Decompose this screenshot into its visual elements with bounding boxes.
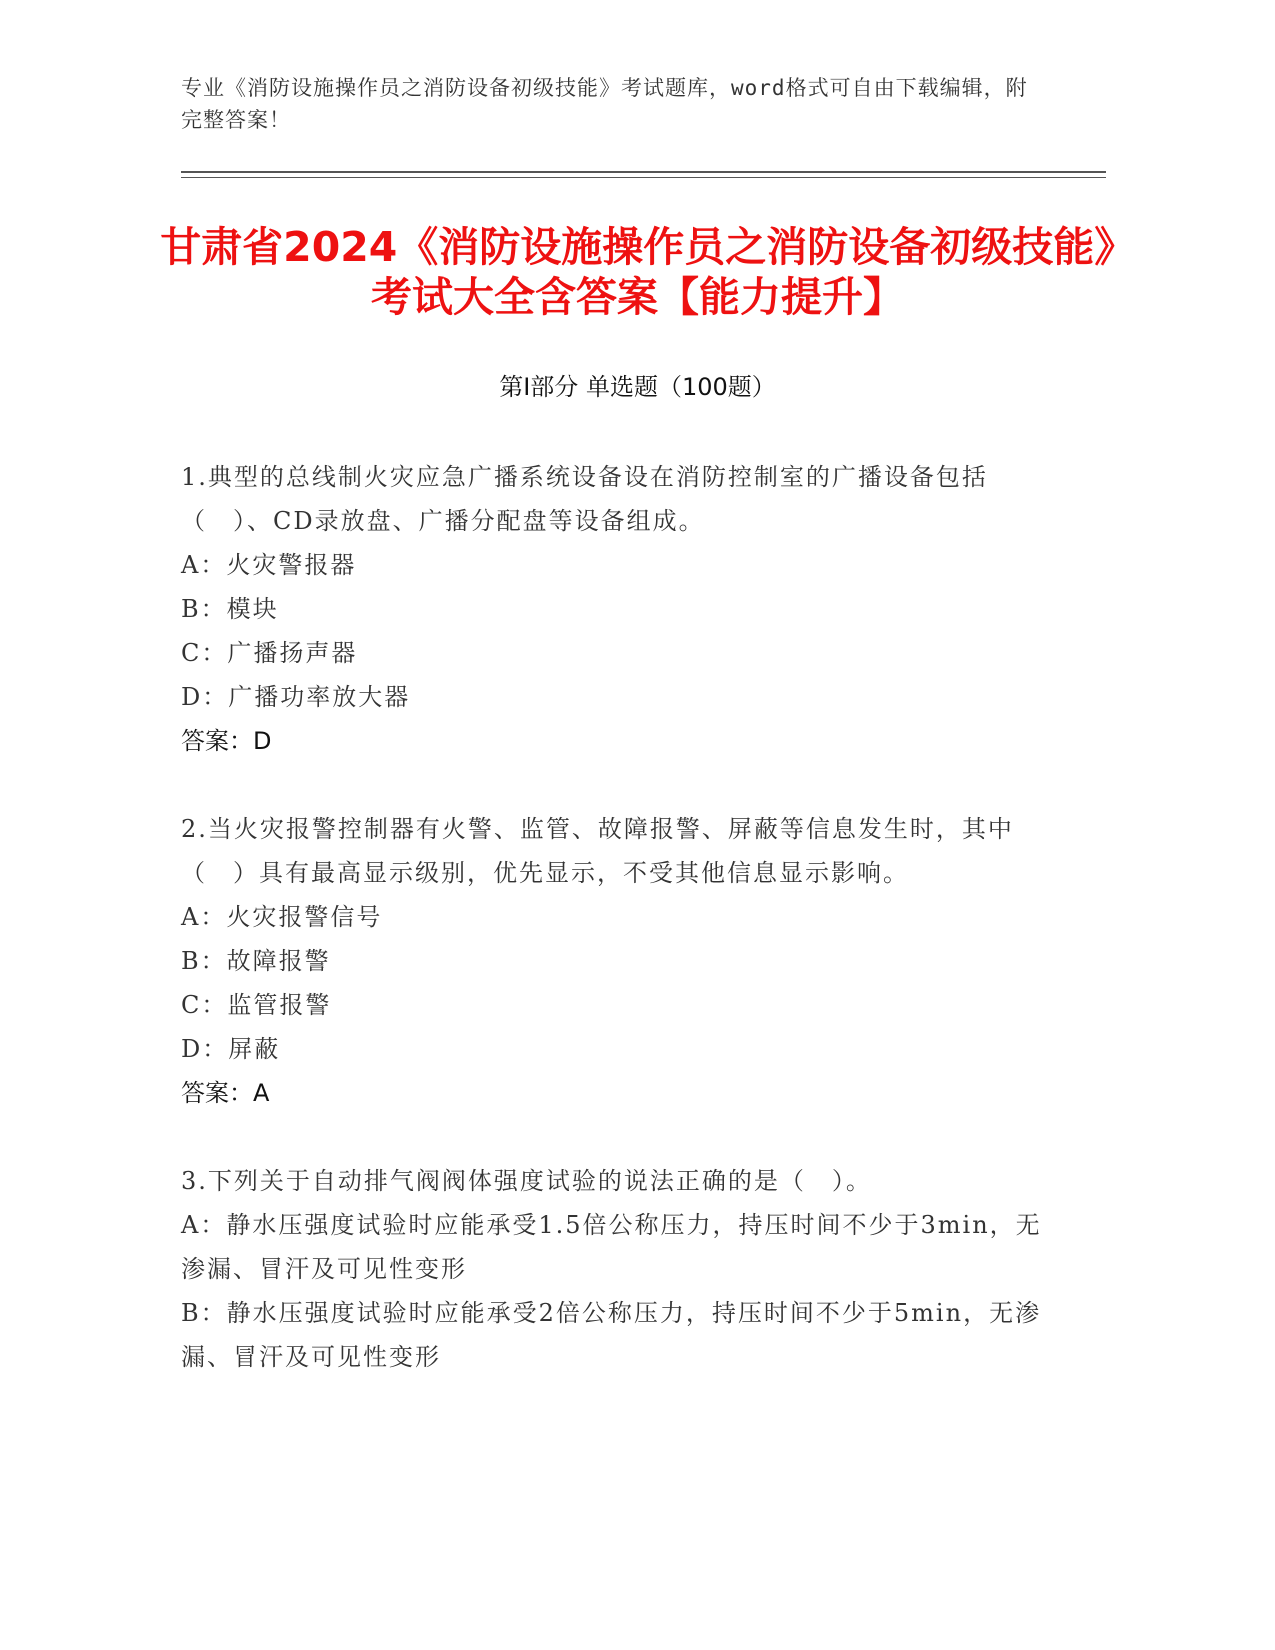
document-title: 甘肃省2024《消防设施操作员之消防设备初级技能》考试大全含答案【能力提升】 [160,223,1115,321]
header-divider-thin [181,177,1106,178]
question-stem: 3.下列关于自动排气阀阀体强度试验的说法正确的是（ ）。 [181,1167,872,1195]
option-b: B：故障报警 [181,947,331,975]
option-d: D：屏蔽 [181,1035,281,1063]
question-1 [181,455,1051,763]
question-list [181,455,1051,1423]
question-stem: 2.当火灾报警控制器有火警、监管、故障报警、屏蔽等信息发生时，其中（ ）具有最高显示级别，优先显示，不受其他信息显示影响。 [181,815,1014,887]
option-a: A：静水压强度试验时应能承受1.5倍公称压力，持压时间不少于3min，无渗漏、冒汗及可见性变形 [181,1211,1042,1283]
option-a: A：火灾警报器 [181,551,357,579]
question-stem: 1.典型的总线制火灾应急广播系统设备设在消防控制室的广播设备包括（ ）、CD录放盘、广播分配盘等设备组成。 [181,463,988,535]
question-3 [181,1159,1051,1379]
header-divider-thick [181,171,1106,173]
answer-line: 答案：D [181,727,272,755]
header-note: 专业《消防设施操作员之消防设备初级技能》考试题库，word格式可自由下载编辑，附完整答案！ [181,76,1028,132]
option-a: A：火灾报警信号 [181,903,383,931]
option-b: B：模块 [181,595,279,623]
option-b: B：静水压强度试验时应能承受2倍公称压力，持压时间不少于5min，无渗漏、冒汗及可见性变形 [181,1299,1042,1371]
option-d: D：广播功率放大器 [181,683,411,711]
question-2 [181,807,1051,1115]
option-c: C：监管报警 [181,991,332,1019]
section-heading: 第Ⅰ部分 单选题（100题） [499,373,776,401]
option-c: C：广播扬声器 [181,639,358,667]
answer-line: 答案：A [181,1079,270,1107]
